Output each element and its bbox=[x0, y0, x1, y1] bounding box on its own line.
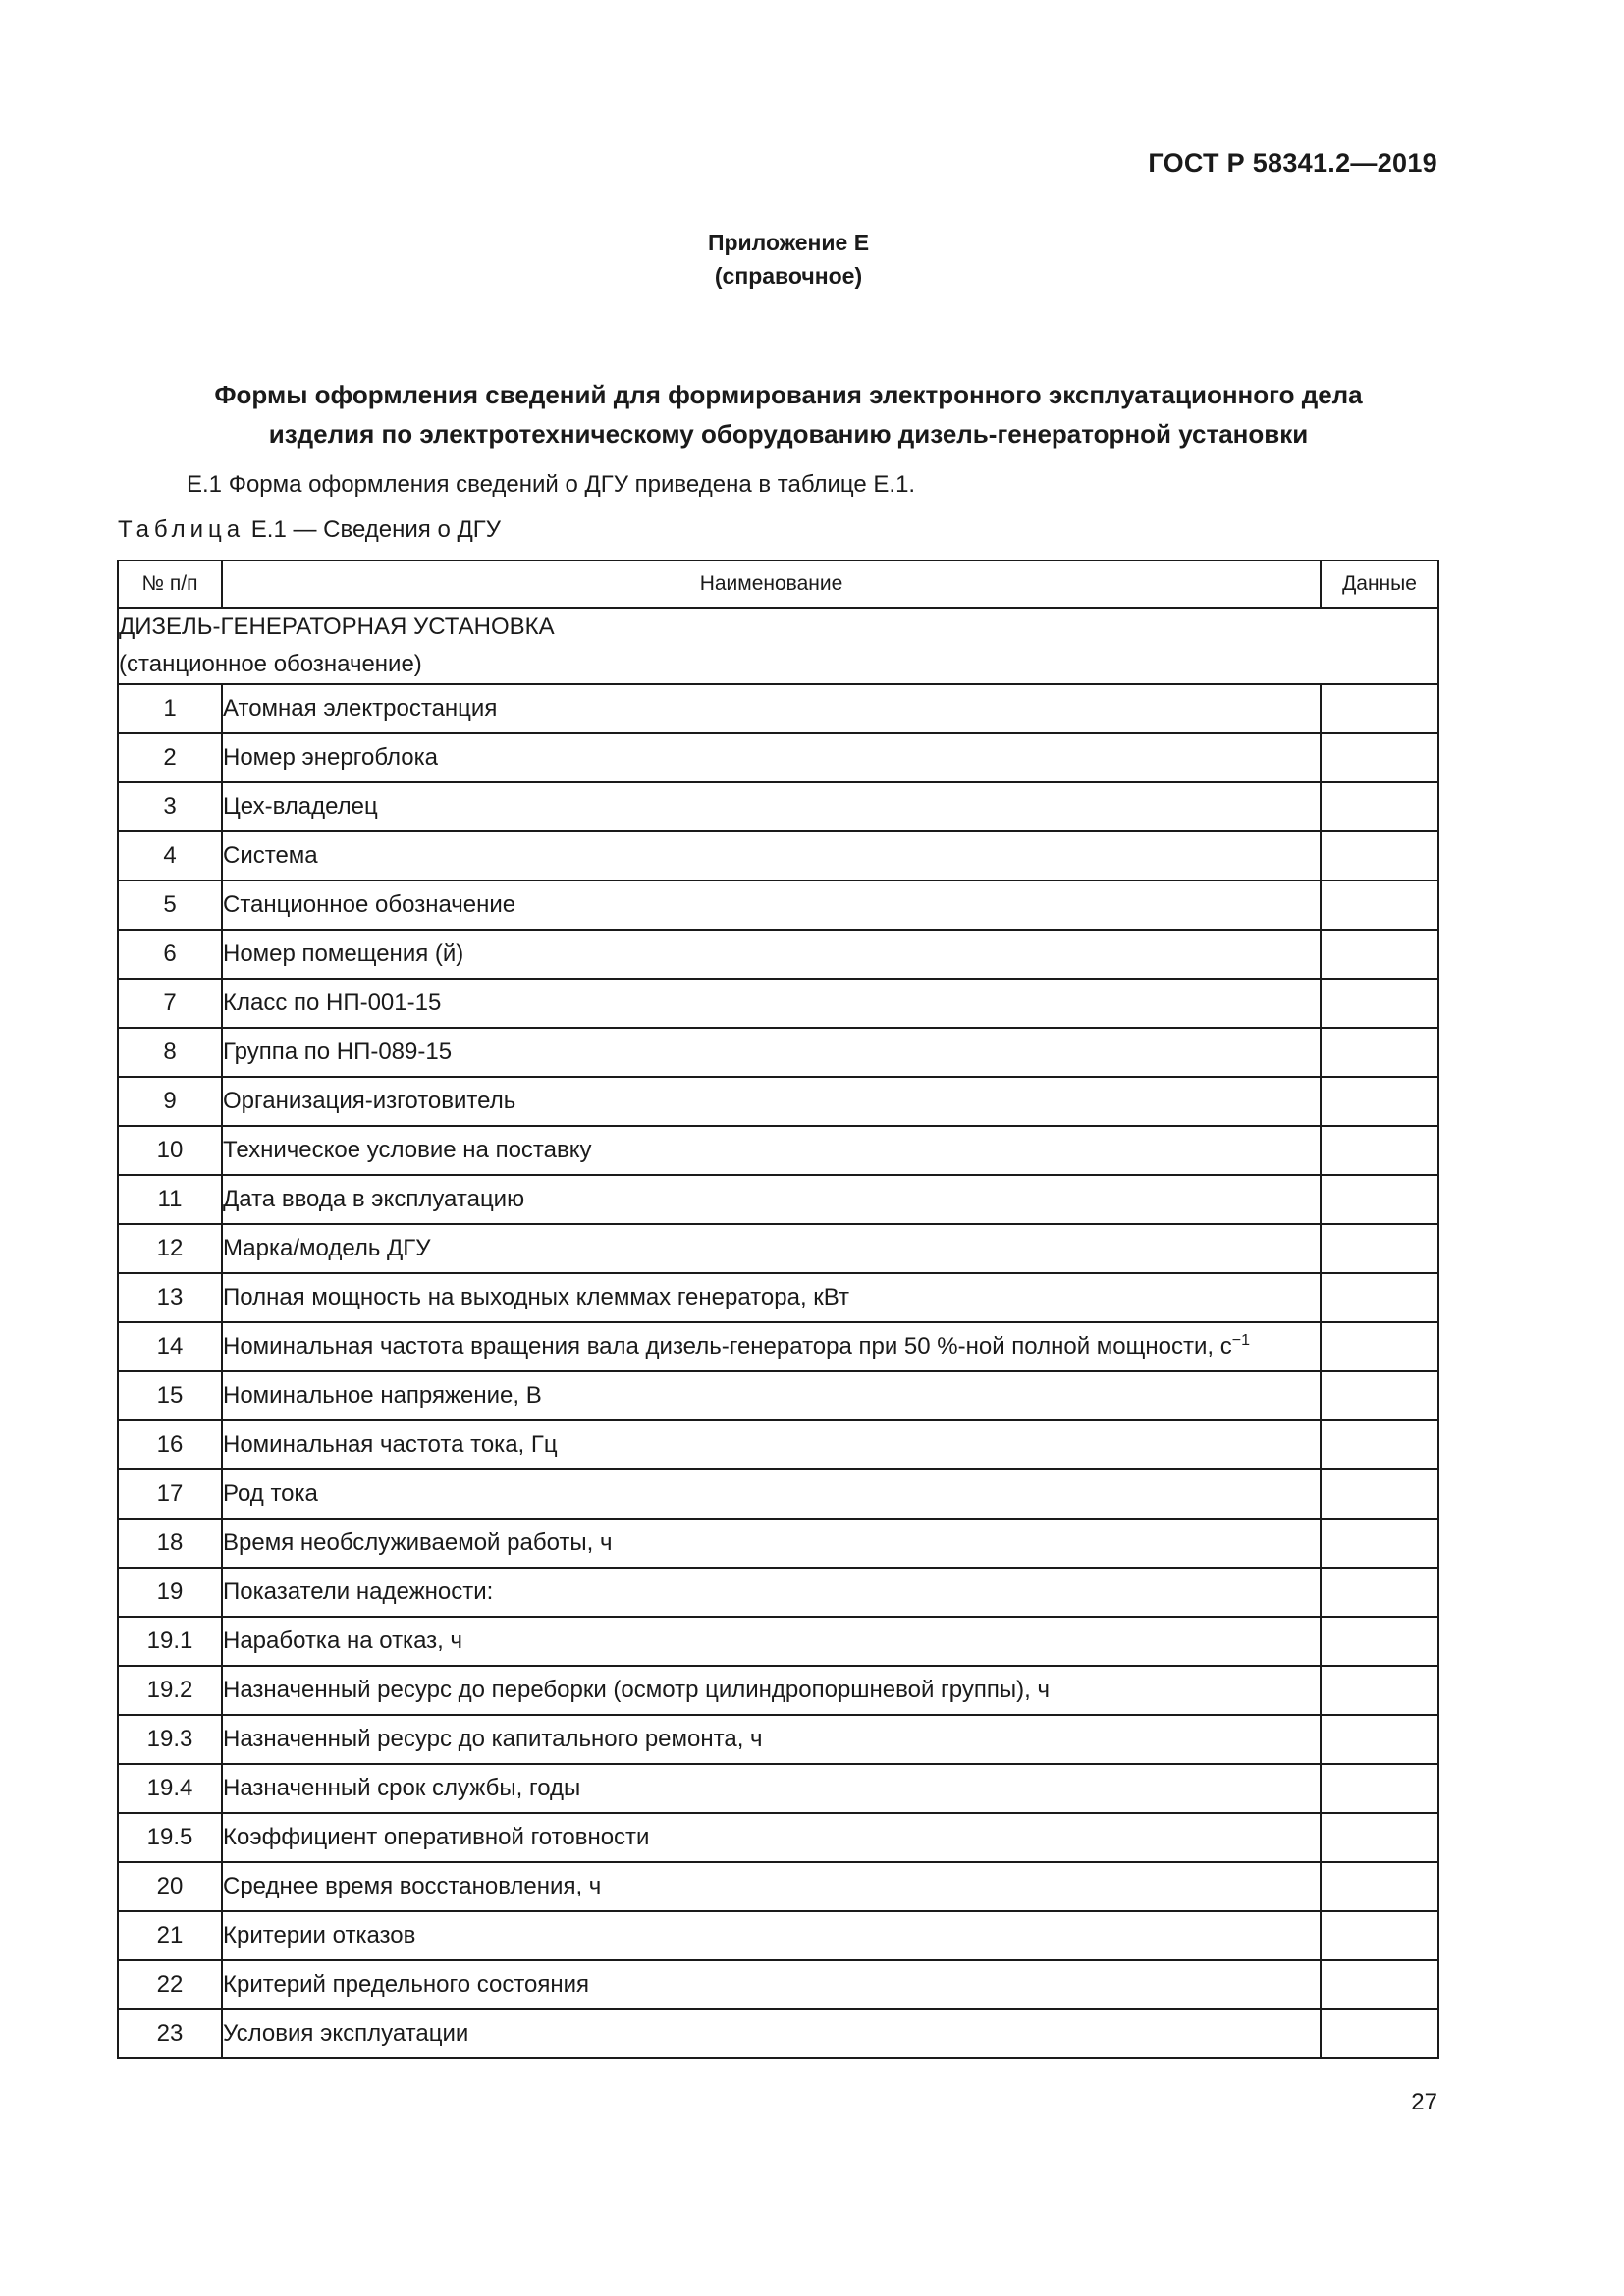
table-row bbox=[118, 1322, 1438, 1371]
row-name-text: Группа по НП-089-15 bbox=[223, 1039, 453, 1065]
row-number: 21 bbox=[118, 1911, 222, 1960]
table-row bbox=[118, 733, 1438, 782]
table-row bbox=[118, 1666, 1438, 1715]
section-title: ДИЗЕЛЬ-ГЕНЕРАТОРНАЯ УСТАНОВКА bbox=[119, 614, 555, 640]
row-name bbox=[222, 881, 1321, 930]
row-name bbox=[222, 1519, 1321, 1568]
table-row bbox=[118, 1715, 1438, 1764]
row-name-text: Назначенный ресурс до капитального ремонта, ч bbox=[223, 1726, 763, 1752]
dgu-info-table bbox=[117, 560, 1439, 2059]
row-data-cell[interactable] bbox=[1321, 979, 1438, 1028]
row-number: 18 bbox=[118, 1519, 222, 1568]
table-row bbox=[118, 1224, 1438, 1273]
table-caption bbox=[118, 516, 501, 544]
row-name-text: Показатели надежности: bbox=[223, 1578, 494, 1605]
row-name-text: Техническое условие на поставку bbox=[223, 1137, 592, 1163]
header-data: Данные bbox=[1321, 561, 1438, 608]
row-data-cell[interactable] bbox=[1321, 1617, 1438, 1666]
row-name bbox=[222, 930, 1321, 979]
row-name bbox=[222, 1813, 1321, 1862]
row-number: 7 bbox=[118, 979, 222, 1028]
table-row bbox=[118, 930, 1438, 979]
appendix-heading bbox=[0, 226, 1577, 293]
row-data-cell[interactable] bbox=[1321, 1960, 1438, 2009]
row-data-cell[interactable] bbox=[1321, 1519, 1438, 1568]
row-number: 2 bbox=[118, 733, 222, 782]
row-number: 15 bbox=[118, 1371, 222, 1420]
document-title-line-2: изделия по электротехническому оборудованию дизель-генераторной установки bbox=[268, 419, 1309, 449]
row-name-text: Марка/модель ДГУ bbox=[223, 1235, 431, 1261]
table-row bbox=[118, 1862, 1438, 1911]
table-row bbox=[118, 1371, 1438, 1420]
row-data-cell[interactable] bbox=[1321, 1175, 1438, 1224]
row-data-cell[interactable] bbox=[1321, 733, 1438, 782]
row-data-cell[interactable] bbox=[1321, 1028, 1438, 1077]
row-name bbox=[222, 1911, 1321, 1960]
header-number: № п/п bbox=[118, 561, 222, 608]
table-row bbox=[118, 1420, 1438, 1469]
row-number: 19.2 bbox=[118, 1666, 222, 1715]
row-data-cell[interactable] bbox=[1321, 2009, 1438, 2058]
row-name bbox=[222, 831, 1321, 881]
row-data-cell[interactable] bbox=[1321, 782, 1438, 831]
row-data-cell[interactable] bbox=[1321, 1420, 1438, 1469]
table-row bbox=[118, 782, 1438, 831]
table-row bbox=[118, 1126, 1438, 1175]
row-name-text: Полная мощность на выходных клеммах генератора, кВт bbox=[223, 1284, 849, 1310]
table-row bbox=[118, 1077, 1438, 1126]
row-data-cell[interactable] bbox=[1321, 1273, 1438, 1322]
row-name-text: Назначенный ресурс до переборки (осмотр цилиндропоршневой группы), ч bbox=[223, 1677, 1050, 1703]
row-data-cell[interactable] bbox=[1321, 1322, 1438, 1371]
appendix-title: Приложение Е bbox=[707, 230, 870, 255]
row-data-cell[interactable] bbox=[1321, 1764, 1438, 1813]
row-name bbox=[222, 1960, 1321, 2009]
row-name bbox=[222, 733, 1321, 782]
row-name-text: Номинальная частота вращения вала дизель-генератора при 50 %-ной полной мощности, с bbox=[223, 1333, 1232, 1360]
row-data-cell[interactable] bbox=[1321, 1077, 1438, 1126]
row-name bbox=[222, 1469, 1321, 1519]
table-row bbox=[118, 831, 1438, 881]
row-name bbox=[222, 1077, 1321, 1126]
section-row bbox=[118, 608, 1438, 684]
row-number: 8 bbox=[118, 1028, 222, 1077]
row-number: 17 bbox=[118, 1469, 222, 1519]
table-row bbox=[118, 1911, 1438, 1960]
row-data-cell[interactable] bbox=[1321, 881, 1438, 930]
row-name bbox=[222, 2009, 1321, 2058]
row-number: 16 bbox=[118, 1420, 222, 1469]
table-header-row bbox=[118, 561, 1438, 608]
row-number: 19.5 bbox=[118, 1813, 222, 1862]
row-name-text: Коэффициент оперативной готовности bbox=[223, 1824, 650, 1850]
row-number: 12 bbox=[118, 1224, 222, 1273]
section-subtitle: (станционное обозначение) bbox=[119, 651, 422, 677]
table-row bbox=[118, 1568, 1438, 1617]
row-number: 1 bbox=[118, 684, 222, 733]
row-data-cell[interactable] bbox=[1321, 930, 1438, 979]
row-name bbox=[222, 1224, 1321, 1273]
row-name bbox=[222, 1862, 1321, 1911]
row-name-text: Номер помещения (й) bbox=[223, 940, 464, 967]
row-name-text: Класс по НП-001-15 bbox=[223, 989, 442, 1016]
row-name bbox=[222, 782, 1321, 831]
table-row bbox=[118, 1960, 1438, 2009]
row-number: 11 bbox=[118, 1175, 222, 1224]
header-name: Наименование bbox=[222, 561, 1321, 608]
row-name-text: Номер энергоблока bbox=[223, 744, 438, 771]
row-name bbox=[222, 1420, 1321, 1469]
table-row bbox=[118, 1813, 1438, 1862]
row-name-text: Атомная электростанция bbox=[223, 695, 498, 721]
row-data-cell[interactable] bbox=[1321, 1862, 1438, 1911]
row-name-text: Назначенный срок службы, годы bbox=[223, 1775, 581, 1801]
row-number: 19.1 bbox=[118, 1617, 222, 1666]
row-number: 4 bbox=[118, 831, 222, 881]
row-name bbox=[222, 1715, 1321, 1764]
row-number: 6 bbox=[118, 930, 222, 979]
row-data-cell[interactable] bbox=[1321, 684, 1438, 733]
row-name bbox=[222, 979, 1321, 1028]
row-name-text: Время необслуживаемой работы, ч bbox=[223, 1529, 613, 1556]
row-name bbox=[222, 1764, 1321, 1813]
standard-number: ГОСТ Р 58341.2—2019 bbox=[1148, 148, 1437, 178]
table-row bbox=[118, 1764, 1438, 1813]
row-name-text: Дата ввода в эксплуатацию bbox=[223, 1186, 525, 1212]
row-data-cell[interactable] bbox=[1321, 1666, 1438, 1715]
row-number: 9 bbox=[118, 1077, 222, 1126]
row-name-text: Организация-изготовитель bbox=[223, 1088, 516, 1114]
row-number: 23 bbox=[118, 2009, 222, 2058]
row-data-cell[interactable] bbox=[1321, 1813, 1438, 1862]
row-data-cell[interactable] bbox=[1321, 1469, 1438, 1519]
row-name bbox=[222, 1666, 1321, 1715]
row-name bbox=[222, 1617, 1321, 1666]
row-name bbox=[222, 1568, 1321, 1617]
row-data-cell[interactable] bbox=[1321, 1371, 1438, 1420]
table-row bbox=[118, 1273, 1438, 1322]
row-number: 10 bbox=[118, 1126, 222, 1175]
row-name-text: Наработка на отказ, ч bbox=[223, 1628, 463, 1654]
row-number: 22 bbox=[118, 1960, 222, 2009]
row-data-cell[interactable] bbox=[1321, 1911, 1438, 1960]
table-row bbox=[118, 979, 1438, 1028]
row-number: 14 bbox=[118, 1322, 222, 1371]
row-number: 3 bbox=[118, 782, 222, 831]
row-number: 13 bbox=[118, 1273, 222, 1322]
row-data-cell[interactable] bbox=[1321, 831, 1438, 881]
table-row bbox=[118, 1028, 1438, 1077]
table-row bbox=[118, 684, 1438, 733]
row-name-superscript: −1 bbox=[1231, 1332, 1250, 1349]
row-name-text: Станционное обозначение bbox=[223, 891, 516, 918]
page-number: 27 bbox=[1411, 2089, 1437, 2115]
row-name-text: Род тока bbox=[223, 1480, 318, 1507]
row-number: 19.3 bbox=[118, 1715, 222, 1764]
document-title-line-1: Формы оформления сведений для формирования электронного эксплуатационного дела bbox=[214, 380, 1363, 409]
row-name-text: Критерий предельного состояния bbox=[223, 1971, 590, 1998]
table-caption-word: Таблица bbox=[118, 516, 245, 543]
row-name-text: Цех-владелец bbox=[223, 793, 378, 820]
row-name bbox=[222, 1371, 1321, 1420]
row-name-text: Номинальное напряжение, В bbox=[223, 1382, 542, 1409]
row-number: 20 bbox=[118, 1862, 222, 1911]
row-name bbox=[222, 1322, 1321, 1371]
row-name-text: Номинальная частота тока, Гц bbox=[223, 1431, 558, 1458]
row-name-text: Критерии отказов bbox=[223, 1922, 416, 1949]
row-name bbox=[222, 1175, 1321, 1224]
row-number: 19.4 bbox=[118, 1764, 222, 1813]
row-name-text: Среднее время восстановления, ч bbox=[223, 1873, 602, 1899]
row-data-cell[interactable] bbox=[1321, 1568, 1438, 1617]
row-name bbox=[222, 684, 1321, 733]
row-name-text: Система bbox=[223, 842, 318, 869]
row-name bbox=[222, 1126, 1321, 1175]
appendix-status: (справочное) bbox=[714, 263, 863, 289]
row-name-text: Условия эксплуатации bbox=[223, 2020, 469, 2047]
table-row bbox=[118, 1617, 1438, 1666]
row-data-cell[interactable] bbox=[1321, 1224, 1438, 1273]
table-row bbox=[118, 1469, 1438, 1519]
row-number: 19 bbox=[118, 1568, 222, 1617]
table-row bbox=[118, 881, 1438, 930]
document-title bbox=[0, 375, 1577, 454]
row-data-cell[interactable] bbox=[1321, 1126, 1438, 1175]
table-row bbox=[118, 2009, 1438, 2058]
row-name bbox=[222, 1028, 1321, 1077]
row-name bbox=[222, 1273, 1321, 1322]
row-data-cell[interactable] bbox=[1321, 1715, 1438, 1764]
row-number: 5 bbox=[118, 881, 222, 930]
section-cell bbox=[118, 608, 1438, 684]
table-caption-text: Е.1 — Сведения о ДГУ bbox=[244, 516, 501, 543]
table-row bbox=[118, 1175, 1438, 1224]
table-row bbox=[118, 1519, 1438, 1568]
intro-paragraph: Е.1 Форма оформления сведений о ДГУ приведена в таблице Е.1. bbox=[187, 471, 916, 498]
